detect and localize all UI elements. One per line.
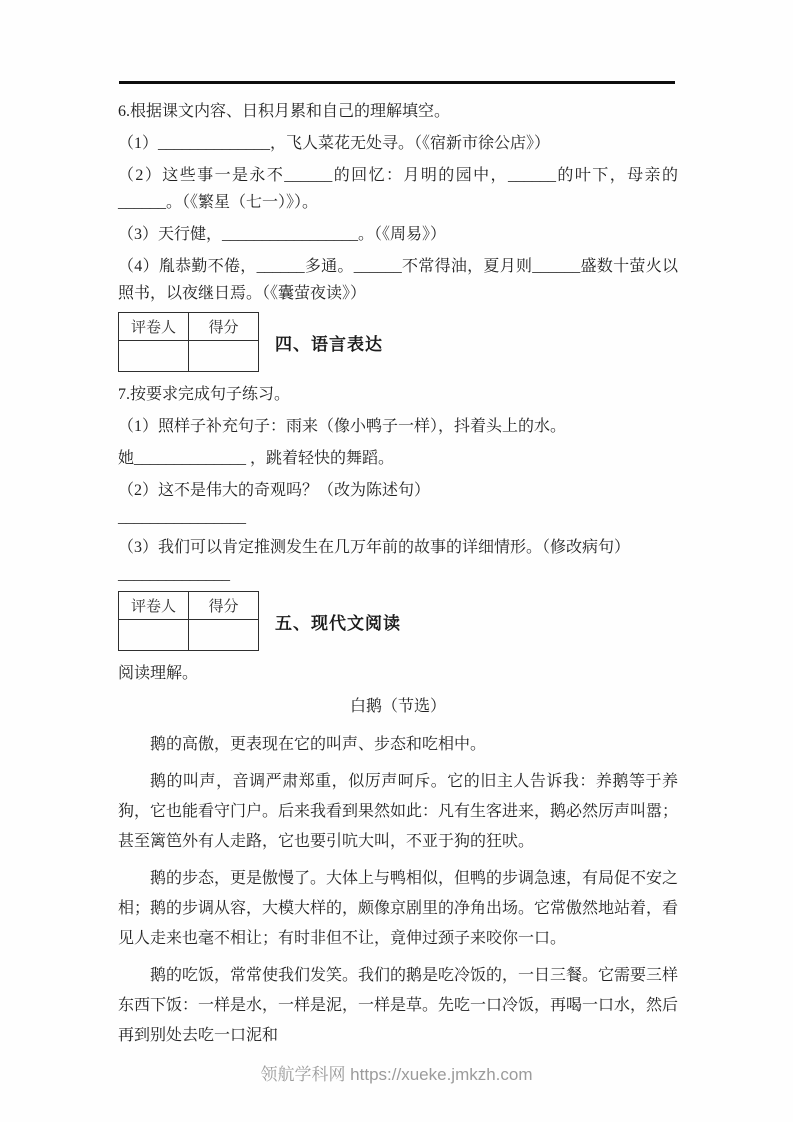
question-6-item-2: （2）这些事一是永不______的回忆：月明的园中，______的叶下，母亲的______。（《繁星（七一）》）。 xyxy=(118,167,678,211)
question-7-item-2-answer-blank: ________________ xyxy=(118,509,246,526)
score-table-reviewer-header: 评卷人 xyxy=(119,313,189,341)
passage-title: 白鹅（节选） xyxy=(349,698,446,715)
score-table-score-cell-empty xyxy=(189,620,259,651)
score-table-score-header: 得分 xyxy=(189,592,259,620)
section-4-title: 四、语言表达 xyxy=(275,334,383,354)
question-6-stem: 6.根据课文内容、日积月累和自己的理解填空。 xyxy=(118,103,451,120)
site-watermark: 领航学科网 https://xueke.jmkzh.com xyxy=(260,1065,533,1084)
section-5-score-row xyxy=(118,591,678,651)
reading-lead: 阅读理解。 xyxy=(118,665,199,682)
passage-paragraph-3: 鹅的步态，更是傲慢了。大体上与鸭相似，但鸭的步调急速，有局促不安之相；鹅的步调从容，大模大样的，颇像京剧里的净角出场。它常傲然地站着，看见人走来也毫不相让；有时非但不让，竟伸过颈子来咬你一口。 xyxy=(118,870,679,947)
score-table-section-4 xyxy=(118,312,259,372)
question-7-stem: 7.按要求完成句子练习。 xyxy=(118,386,291,403)
header-rule-divider xyxy=(119,81,675,84)
section-5-title: 五、现代文阅读 xyxy=(275,613,401,633)
page-content xyxy=(118,98,678,1058)
question-6-item-4: （4）胤恭勤不倦，______多通。______不常得油，夏月则______盛数十萤火以照书，以夜继日焉。（《囊萤夜读》） xyxy=(118,258,678,302)
passage-paragraph-4: 鹅的吃饭，常常使我们发笑。我们的鹅是吃冷饭的，一日三餐。它需要三样东西下饭：一样是水，一样是泥，一样是草。先吃一口冷饭，再喝一口水，然后再到别处去吃一口泥和 xyxy=(118,967,679,1044)
question-7-item-1-continuation: 她______________ ，跳着轻快的舞蹈。 xyxy=(118,450,395,467)
passage-paragraph-2: 鹅的叫声，音调严肃郑重，似厉声呵斥。它的旧主人告诉我：养鹅等于养狗，它也能看守门户。后来我看到果然如此：凡有生客进来，鹅必然厉声叫嚣；甚至篱笆外有人走路，它也要引吭大叫，不亚于狗的狂吠。 xyxy=(118,773,679,850)
passage-paragraph-1: 鹅的高傲，更表现在它的叫声、步态和吃相中。 xyxy=(150,736,487,753)
score-table-reviewer-header: 评卷人 xyxy=(119,592,189,620)
question-7-item-3: （3）我们可以肯定推测发生在几万年前的故事的详细情形。（修改病句） xyxy=(118,539,631,556)
score-table-score-cell-empty xyxy=(189,341,259,372)
score-table-score-header: 得分 xyxy=(189,313,259,341)
question-6-item-1: （1）______________，飞人菜花无处寻。（《宿新市徐公店》） xyxy=(118,135,551,152)
section-4-score-row xyxy=(118,312,678,372)
score-table-reviewer-cell-empty xyxy=(119,620,189,651)
question-7-item-3-answer-blank: ______________ xyxy=(118,566,230,583)
score-table-section-5 xyxy=(118,591,259,651)
question-7-item-1: （1）照样子补充句子：雨来（像小鸭子一样），抖着头上的水。 xyxy=(118,418,567,435)
question-7-item-2: （2）这不是伟大的奇观吗？（改为陈述句） xyxy=(118,482,431,499)
score-table-reviewer-cell-empty xyxy=(119,341,189,372)
question-6-item-3: （3）天行健，_________________。（《周易》） xyxy=(118,226,447,243)
